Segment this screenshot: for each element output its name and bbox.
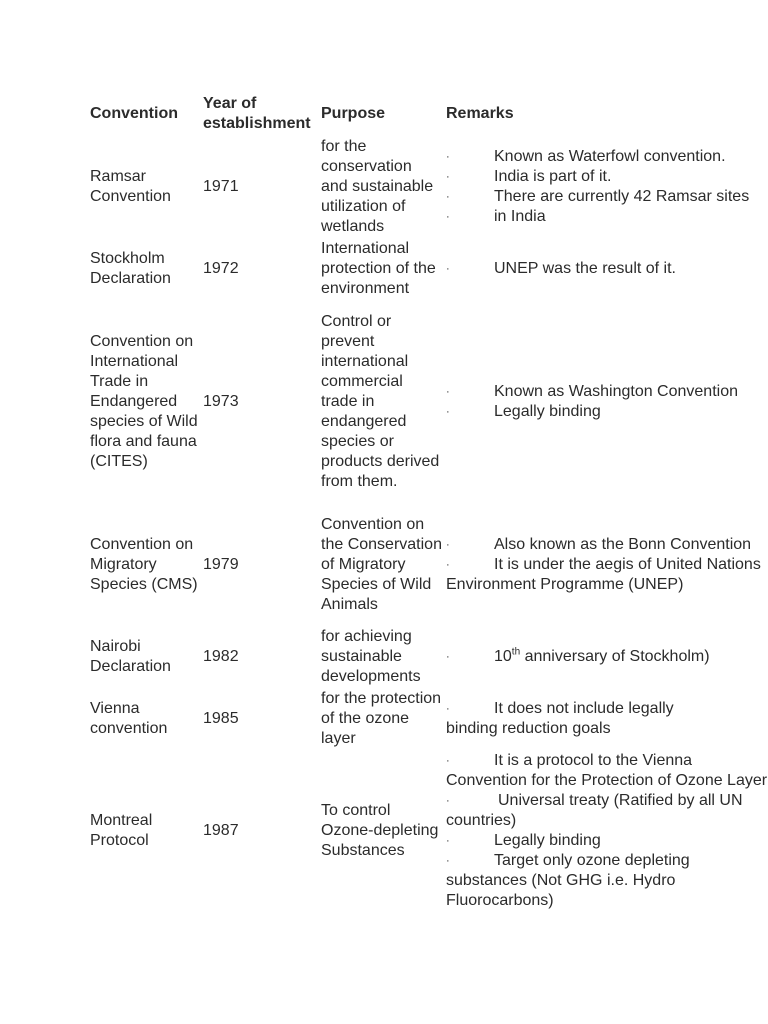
remarks-cell <box>444 750 768 912</box>
header-year: Year of establishment <box>203 95 311 132</box>
purpose-cell: for achieving sustainable developments <box>321 628 421 685</box>
remark-item: · in India <box>446 208 546 225</box>
bullet-icon: · <box>446 559 450 571</box>
table-row <box>88 750 768 912</box>
remark-item: · There are currently 42 Ramsar sites <box>446 188 750 205</box>
year-cell: 1982 <box>203 648 239 665</box>
header-purpose: Purpose <box>321 105 386 122</box>
convention-name: Convention on Migratory Species (CMS) <box>90 536 198 593</box>
bullet-icon: · <box>446 855 450 867</box>
purpose-cell: for the conservation and sustainable utilization of wetlands <box>321 138 434 235</box>
remark-continuation: Fluorocarbons) <box>446 892 554 909</box>
bullet-icon: · <box>446 539 450 551</box>
bullet-icon: · <box>446 406 450 418</box>
table-row <box>88 238 768 300</box>
remark-continuation: Convention for the Protection of Ozone Layer <box>446 772 768 789</box>
table-row <box>88 300 768 504</box>
remark-item: · Known as Waterfowl convention. <box>446 148 726 165</box>
remark-item: · 10th anniversary of Stockholm) <box>446 646 710 665</box>
remark-item: · Legally binding <box>446 832 601 849</box>
remark-item: · Legally binding <box>446 403 601 420</box>
convention-name: Convention on International Trade in Endangered species of Wild flora and fauna (CITES) <box>90 333 198 470</box>
convention-name: Vienna convention <box>90 700 168 737</box>
remark-item: · Universal treaty (Ratified by all UN <box>446 792 743 809</box>
table-row <box>88 626 768 688</box>
bullet-icon: · <box>446 835 450 847</box>
remark-continuation: binding reduction goals <box>446 720 611 737</box>
purpose-cell: Control or prevent international commercial trade in endangered species or products derived from them. <box>321 313 440 490</box>
remark-item: · It is under the aegis of United Nations <box>446 556 761 573</box>
remarks-cell <box>444 688 768 750</box>
bullet-icon: · <box>446 151 450 163</box>
remark-continuation: countries) <box>446 812 517 829</box>
remark-continuation: substances (Not GHG i.e. Hydro <box>446 872 676 889</box>
remarks-cell <box>444 626 768 688</box>
bullet-icon: · <box>446 263 450 275</box>
year-cell: 1972 <box>203 260 239 277</box>
purpose-cell: International protection of the environment <box>321 240 436 297</box>
remark-continuation: Environment Programme (UNEP) <box>446 576 684 593</box>
remarks-cell <box>444 238 768 300</box>
bullet-icon: · <box>446 795 450 807</box>
year-cell: 1973 <box>203 393 239 410</box>
bullet-icon: · <box>446 211 450 223</box>
bullet-icon: · <box>446 191 450 203</box>
convention-name: Stockholm Declaration <box>90 250 171 287</box>
remark-item: · It is a protocol to the Vienna <box>446 752 693 769</box>
bullet-icon: · <box>446 386 450 398</box>
remark-item: · It does not include legally <box>446 700 674 717</box>
bullet-icon: · <box>446 703 450 715</box>
table-row <box>88 688 768 750</box>
remark-item: · Target only ozone depleting <box>446 852 690 869</box>
year-cell: 1985 <box>203 710 239 727</box>
table-row <box>88 136 768 238</box>
table-row <box>88 504 768 626</box>
convention-name: Ramsar Convention <box>90 168 171 205</box>
bullet-icon: · <box>446 651 450 663</box>
remarks-cell <box>444 136 768 238</box>
remark-item: · UNEP was the result of it. <box>446 260 676 277</box>
remark-item: · Also known as the Bonn Convention <box>446 536 752 553</box>
header-convention: Convention <box>90 105 178 122</box>
purpose-cell: To control Ozone-depleting Substances <box>321 802 439 859</box>
bullet-icon: · <box>446 755 450 767</box>
bullet-icon: · <box>446 171 450 183</box>
convention-name: Montreal Protocol <box>90 812 153 849</box>
year-cell: 1971 <box>203 178 239 195</box>
remark-item: · Known as Washington Convention <box>446 383 738 400</box>
header-remarks: Remarks <box>446 105 514 122</box>
remarks-cell <box>444 300 768 504</box>
conventions-table <box>88 92 768 912</box>
year-cell: 1979 <box>203 556 239 573</box>
purpose-cell: for the protection of the ozone layer <box>321 690 442 747</box>
year-cell: 1987 <box>203 822 239 839</box>
table-header-row <box>88 92 768 136</box>
purpose-cell: Convention on the Conservation of Migratory Species of Wild Animals <box>321 516 442 613</box>
convention-name: Nairobi Declaration <box>90 638 171 675</box>
remark-item: · India is part of it. <box>446 168 612 185</box>
remarks-cell <box>444 504 768 626</box>
